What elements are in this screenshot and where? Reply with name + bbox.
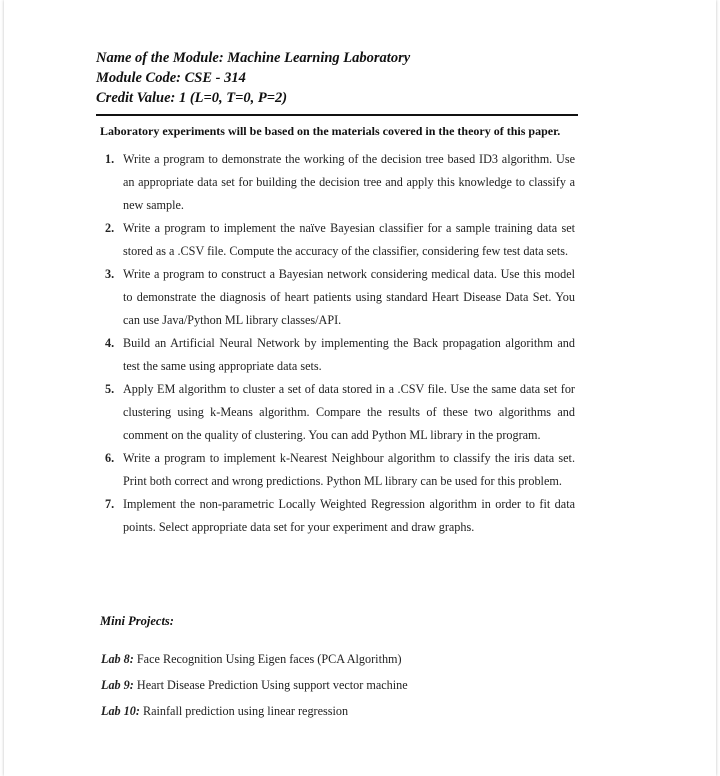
- lab-label: Lab 10:: [101, 704, 140, 718]
- experiment-item: [105, 148, 575, 217]
- lab-text: Rainfall prediction using linear regression: [142, 704, 349, 718]
- experiment-item: [105, 493, 575, 539]
- experiment-number: 2.: [105, 221, 115, 235]
- experiment-item: [105, 217, 575, 263]
- experiment-item: [105, 332, 575, 378]
- module-header: [96, 48, 410, 108]
- experiment-text: Write a program to construct a Bayesian network considering medical data. Use this model to demonstrate the diagnosis of heart patients using standard Heart Disease Data Set. You can use Java/Python ML library classes/API.: [123, 267, 575, 327]
- lab-item: [101, 650, 402, 668]
- experiment-item: [105, 378, 575, 447]
- experiment-text: Implement the non-parametric Locally Weighted Regression algorithm in order to fit data points. Select appropriate data set for your experiment and draw graphs.: [123, 497, 575, 534]
- lab-label: Lab 9:: [101, 678, 134, 692]
- mini-projects-heading: Mini Projects:: [100, 614, 174, 628]
- experiment-number: 3.: [105, 267, 115, 281]
- intro-text: Laboratory experiments will be based on the materials covered in the theory of this paper.: [100, 124, 561, 138]
- experiment-text: Write a program to demonstrate the working of the decision tree based ID3 algorithm. Use an appropriate data set for building the decision tree and apply this knowledge to classify a new sample.: [123, 152, 575, 212]
- experiment-item: [105, 263, 575, 332]
- lab-item: [101, 702, 348, 720]
- module-name: Name of the Module: Machine Learning Laboratory: [96, 50, 411, 66]
- experiment-number: 4.: [105, 336, 115, 350]
- lab-label: Lab 8:: [101, 652, 134, 666]
- credit-value: Credit Value: 1 (L=0, T=0, P=2): [96, 90, 288, 106]
- experiment-list: [105, 148, 575, 539]
- lab-item: [101, 676, 408, 694]
- experiment-number: 6.: [105, 451, 115, 465]
- experiment-text: Write a program to implement k-Nearest Neighbour algorithm to classify the iris data set. Print both correct and wrong predictions. Python ML library can be used for this problem.: [123, 451, 575, 488]
- experiment-text: Write a program to implement the naïve Bayesian classifier for a sample training data set stored as a .CSV file. Compute the accuracy of the classifier, considering few test data sets.: [123, 221, 575, 258]
- lab-text: Heart Disease Prediction Using support vector machine: [136, 678, 408, 692]
- experiment-text: Build an Artificial Neural Network by implementing the Back propagation algorithm and test the same using appropriate data sets.: [123, 336, 575, 373]
- experiment-number: 1.: [105, 152, 115, 166]
- experiment-number: 7.: [105, 497, 115, 511]
- experiment-number: 5.: [105, 382, 115, 396]
- experiment-item: [105, 447, 575, 493]
- experiment-text: Apply EM algorithm to cluster a set of data stored in a .CSV file. Use the same data set for clustering using k-Means algorithm. Compare the results of these two algorithms and comment on the quality of clustering. You can add Python ML library in the program.: [123, 382, 575, 442]
- lab-text: Face Recognition Using Eigen faces (PCA Algorithm): [136, 652, 402, 666]
- module-code: Module Code: CSE - 314: [96, 70, 246, 86]
- header-divider: [96, 114, 578, 116]
